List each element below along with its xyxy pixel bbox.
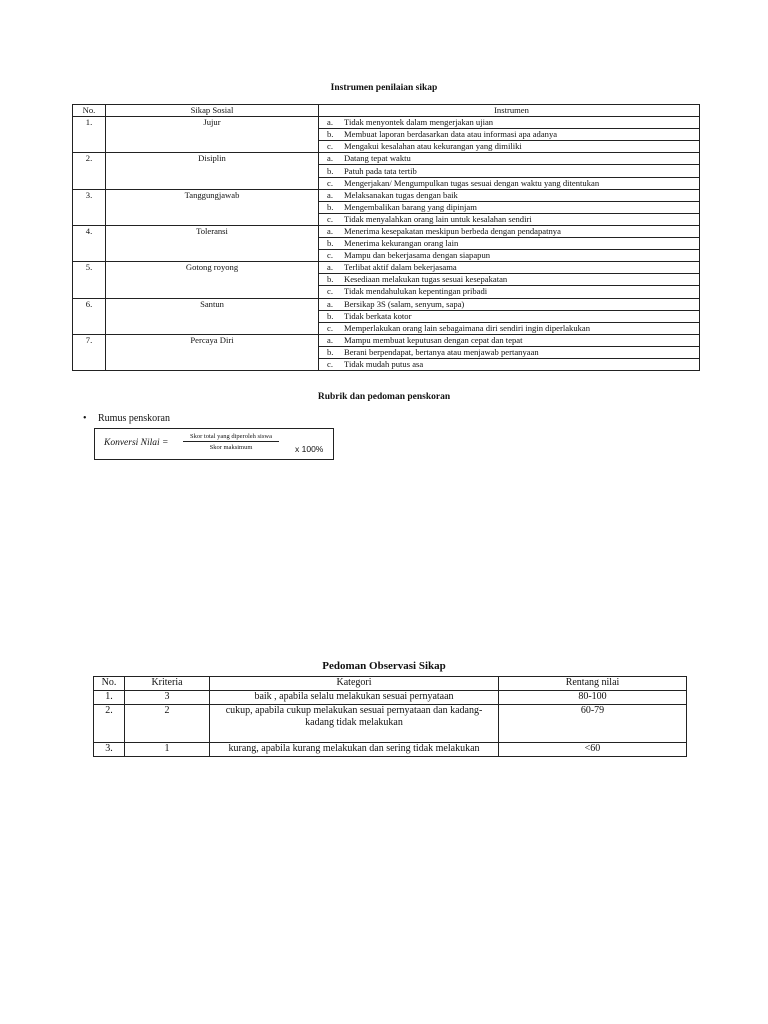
item-letter: c. (327, 286, 333, 297)
cell-kategori: kurang, apabila kurang melakukan dan sering tidak melakukan (210, 743, 499, 757)
formula-numerator: Skor total yang diperoleh siswa (183, 433, 279, 442)
cell-instrumen (319, 274, 700, 286)
item-text: Datang tepat waktu (344, 153, 411, 164)
cell-instrumen (319, 358, 700, 370)
cell-instrumen (319, 213, 700, 225)
item-text: Tidak mudah putus asa (344, 359, 424, 370)
observasi-title: Pedoman Observasi Sikap (322, 660, 446, 672)
item-text: Berani berpendapat, bertanya atau menjawab pertanyaan (344, 346, 539, 357)
item-letter: c. (327, 359, 333, 370)
cell-no: 7. (73, 334, 106, 370)
cell-kriteria: 2 (125, 705, 210, 743)
item-text: Mengerjakan/ Mengumpulkan tugas sesuai dengan waktu yang ditentukan (344, 177, 600, 188)
cell-instrumen (319, 298, 700, 310)
table-row (73, 153, 700, 165)
item-letter: c. (327, 213, 333, 224)
item-letter: b. (327, 165, 334, 176)
cell-instrumen (319, 141, 700, 153)
cell-kriteria: 1 (125, 743, 210, 757)
item-text: Bersikap 3S (salam, senyum, sapa) (344, 298, 465, 309)
instrumen-title: Instrumen penilaian sikap (330, 83, 438, 93)
cell-instrumen (319, 262, 700, 274)
item-text: Mengakui kesalahan atau kekurangan yang dimiliki (344, 141, 522, 152)
header-sikap: Sikap Sosial (106, 105, 319, 117)
item-text: Terlibat aktif dalam bekerjasama (344, 262, 457, 273)
cell-rentang: <60 (499, 743, 687, 757)
table-row (73, 117, 700, 129)
cell-kategori: cukup, apabila cukup melakukan sesuai pernyataan dan kadang-kadang tidak melakukan (210, 705, 499, 743)
item-letter: b. (327, 346, 334, 357)
rumus-label: Rumus penskoran (98, 413, 170, 424)
cell-rentang: 60-79 (499, 705, 687, 743)
cell-no: 6. (73, 298, 106, 334)
header-no: No. (94, 677, 125, 691)
bullet-icon: • (83, 413, 87, 424)
cell-no: 5. (73, 262, 106, 298)
cell-sikap: Gotong royong (106, 262, 319, 298)
cell-instrumen (319, 189, 700, 201)
cell-sikap: Disiplin (106, 153, 319, 189)
cell-sikap: Tanggungjawab (106, 189, 319, 225)
header-no: No. (73, 105, 106, 117)
item-letter: b. (327, 129, 334, 140)
item-text: Menerima kesepakatan meskipun berbeda dengan pendapatnya (344, 225, 561, 236)
cell-instrumen (319, 177, 700, 189)
cell-instrumen (319, 250, 700, 262)
table-row (94, 705, 687, 743)
cell-instrumen (319, 117, 700, 129)
cell-kategori: baik , apabila selalu melakukan sesuai pernyataan (210, 691, 499, 705)
item-letter: b. (327, 274, 334, 285)
formula-fraction (183, 433, 279, 451)
cell-no: 2. (73, 153, 106, 189)
item-letter: a. (327, 153, 333, 164)
instrumen-header-row (73, 105, 700, 117)
observasi-table (93, 676, 687, 757)
cell-instrumen (319, 286, 700, 298)
item-text: Mampu dan bekerjasama dengan siapapun (344, 250, 491, 261)
item-letter: c. (327, 250, 333, 261)
rumus-bullet-item (83, 413, 170, 424)
cell-instrumen (319, 201, 700, 213)
cell-no: 1. (73, 117, 106, 153)
cell-no: 3. (73, 189, 106, 225)
table-row (73, 189, 700, 201)
cell-instrumen (319, 165, 700, 177)
item-text: Tidak menyalahkan orang lain untuk kesalahan sendiri (344, 213, 532, 224)
item-letter: a. (327, 117, 333, 128)
cell-instrumen (319, 322, 700, 334)
instrumen-body (73, 117, 700, 371)
table-row (73, 298, 700, 310)
item-text: Membuat laporan berdasarkan data atau informasi apa adanya (344, 129, 558, 140)
item-letter: b. (327, 310, 334, 321)
header-kategori: Kategori (210, 677, 499, 691)
cell-rentang: 80-100 (499, 691, 687, 705)
cell-kriteria: 3 (125, 691, 210, 705)
cell-instrumen (319, 346, 700, 358)
item-letter: a. (327, 262, 333, 273)
item-letter: c. (327, 322, 333, 333)
cell-sikap: Jujur (106, 117, 319, 153)
cell-no: 3. (94, 743, 125, 757)
observasi-header-row (94, 677, 687, 691)
instrumen-table (72, 104, 700, 371)
item-text: Patuh pada tata tertib (344, 165, 417, 176)
cell-instrumen (319, 238, 700, 250)
rubrik-title: Rubrik dan pedoman penskoran (317, 392, 451, 402)
item-letter: a. (327, 189, 333, 200)
cell-instrumen (319, 334, 700, 346)
table-row (94, 743, 687, 757)
formula-lhs: Konversi Nilai = (104, 438, 169, 448)
item-text: Kesediaan melakukan tugas sesuai kesepakatan (344, 274, 508, 285)
formula-rhs: x 100% (295, 444, 324, 454)
item-text: Menerima kekurangan orang lain (344, 238, 459, 249)
cell-no: 2. (94, 705, 125, 743)
item-letter: b. (327, 201, 334, 212)
formula-denominator: Skor maksimum (209, 444, 253, 451)
table-row (94, 691, 687, 705)
cell-instrumen (319, 225, 700, 237)
cell-no: 4. (73, 225, 106, 261)
cell-instrumen (319, 310, 700, 322)
item-text: Mengembalikan barang yang dipinjam (344, 201, 477, 212)
cell-sikap: Percaya Diri (106, 334, 319, 370)
item-letter: c. (327, 177, 333, 188)
item-text: Tidak menyontek dalam mengerjakan ujian (344, 117, 494, 128)
table-row (73, 334, 700, 346)
header-instrumen: Instrumen (319, 105, 700, 117)
table-row (73, 262, 700, 274)
item-text: Tidak berkata kotor (344, 310, 412, 321)
table-row (73, 225, 700, 237)
item-letter: b. (327, 238, 334, 249)
header-rentang: Rentang nilai (499, 677, 687, 691)
item-text: Memperlakukan orang lain sebagaimana diri sendiri ingin diperlakukan (344, 322, 591, 333)
item-letter: c. (327, 141, 333, 152)
cell-sikap: Santun (106, 298, 319, 334)
item-letter: a. (327, 298, 333, 309)
header-kriteria: Kriteria (125, 677, 210, 691)
cell-instrumen (319, 129, 700, 141)
formula-box (94, 428, 334, 460)
item-text: Mampu membuat keputusan dengan cepat dan tepat (344, 334, 523, 345)
cell-no: 1. (94, 691, 125, 705)
item-letter: a. (327, 334, 333, 345)
item-letter: a. (327, 225, 333, 236)
item-text: Tidak mendahulukan kepentingan pribadi (344, 286, 488, 297)
item-text: Melaksanakan tugas dengan baik (344, 189, 458, 200)
cell-sikap: Toleransi (106, 225, 319, 261)
cell-instrumen (319, 153, 700, 165)
